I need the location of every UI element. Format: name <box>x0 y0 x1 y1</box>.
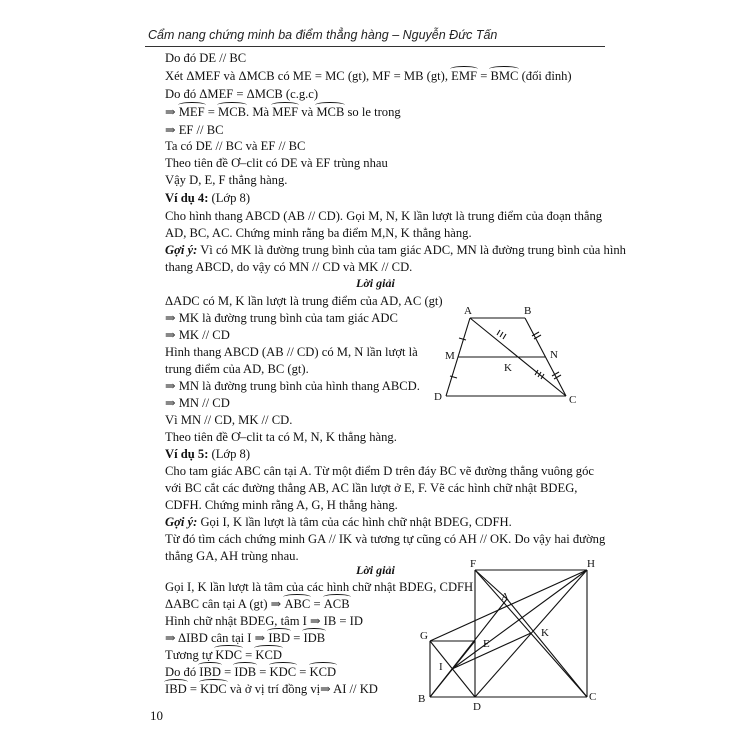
label: I <box>439 661 443 673</box>
label: G <box>420 630 428 642</box>
text-line: Theo tiên đề Ơ–clit ta có M, N, K thẳng hàng. <box>165 430 397 444</box>
label: M <box>445 350 455 362</box>
text-line: Do đó IBD = IDB = KDC = KCD <box>165 665 337 679</box>
text-line: Hình chữ nhật BDEG, tâm I ⇒ IB = ID <box>165 614 363 628</box>
example-5-heading: Ví dụ 5: (Lớp 8) <box>165 447 251 461</box>
running-header: Cẩm nang chứng minh ba điểm thẳng hàng – Nguyễn Đức Tấn <box>148 28 498 42</box>
text-line: ⇒ MN là đường trung bình của hình thang ABCD. <box>165 379 420 393</box>
text-line: Do đó DE // BC <box>165 51 247 65</box>
label: H <box>587 558 595 570</box>
segment-gh <box>430 570 587 641</box>
label: A <box>464 305 472 317</box>
text-line: ⇒ MK là đường trung bình của tam giác ADC <box>165 311 398 325</box>
label: B <box>418 693 426 705</box>
text-line: với BC cắt các đường thẳng AB, AC lần lượt ở E, F. Vẽ các hình chữ nhật BDEG, <box>165 481 578 495</box>
text-line: Vậy D, E, F thẳng hàng. <box>165 173 288 187</box>
text-line: ⇒ ΔIBD cân tại I ⇒ IBD = IDB <box>165 631 326 645</box>
text-line: Cho tam giác ABC cân tại A. Từ một điểm D trên đáy BC vẽ đường thẳng vuông góc <box>165 464 594 478</box>
text-line: ΔADC có M, K lần lượt là trung điểm của AD, AC (gt) <box>165 294 443 308</box>
text-line: Do đó ΔMEF = ΔMCB (c.g.c) <box>165 87 319 101</box>
text-line: ⇒ MEF = MCB. Mà MEF và MCB so le trong <box>165 105 401 119</box>
text-line: Hình thang ABCD (AB // CD) có M, N lần lượt là <box>165 345 418 359</box>
label: D <box>434 391 442 403</box>
text-line: trung điểm của AD, BC (gt). <box>165 362 309 376</box>
label: A <box>501 591 509 603</box>
example-4-heading: Ví dụ 4: (Lớp 8) <box>165 191 251 205</box>
label: K <box>541 627 549 639</box>
text-line: ΔABC cân tại A (gt) ⇒ ABC = ACB <box>165 597 350 611</box>
text-line: Gọi I, K lần lượt là tâm của các hình chữ nhật BDEG, CDFH <box>165 580 474 594</box>
label: K <box>504 362 512 374</box>
label: E <box>483 638 490 650</box>
solution-5-title: Lời giải <box>356 563 395 577</box>
text-line: IBD = KDC và ở vị trí đồng vị⇒ AI // KD <box>165 682 378 696</box>
label: D <box>473 701 481 713</box>
text-line: Vì MN // CD, MK // CD. <box>165 413 293 427</box>
hint-5: Gợi ý: Gọi I, K lần lượt là tâm của các hình chữ nhật BDEG, CDFH. <box>165 515 512 529</box>
text-line: ⇒ MN // CD <box>165 396 230 410</box>
solution-4-title: Lời giải <box>356 276 395 290</box>
label: B <box>524 305 532 317</box>
segment-ih <box>452 570 587 669</box>
text-line: Xét ΔMEF và ΔMCB có ME = MC (gt), MF = MB (gt), EMF = BMC (đối đỉnh) <box>165 69 572 83</box>
label: C <box>569 394 577 406</box>
text-line: ⇒ MK // CD <box>165 328 230 342</box>
text-line: ⇒ EF // BC <box>165 123 224 137</box>
text-line: Tương tự KDC = KCD <box>165 648 282 662</box>
segment-ac <box>507 599 587 697</box>
text-line: Cho hình thang ABCD (AB // CD). Gọi M, N, K lần lượt là trung điểm của đoạn thẳng <box>165 209 603 223</box>
hint-4: Gợi ý: Vì có MK là đường trung bình của tam giác ADC, MN là đường trung bình của hình <box>165 243 626 257</box>
text-line: thang ABCD, do vậy có MN // CD và MK // CD. <box>165 260 413 274</box>
label: N <box>550 349 558 361</box>
page-number: 10 <box>150 708 163 723</box>
text-line: Ta có DE // BC và EF // BC <box>165 139 306 153</box>
text-line: AD, BC, AC. Chứng minh rằng ba điểm M,N, K thẳng hàng. <box>165 226 472 240</box>
label: C <box>589 691 597 703</box>
label: F <box>470 558 477 570</box>
text-line: Theo tiên đề Ơ–clit có DE và EF trùng nhau <box>165 156 388 170</box>
text-line: thẳng GA, AH trùng nhau. <box>165 549 299 563</box>
text-line: CDFH. Chứng minh rằng A, G, H thẳng hàng. <box>165 498 398 512</box>
text-line: Từ đó tìm cách chứng minh GA // IK và tương tự cũng có AH // OK. Do vậy hai đường <box>165 532 606 546</box>
segment-ik <box>452 633 531 669</box>
